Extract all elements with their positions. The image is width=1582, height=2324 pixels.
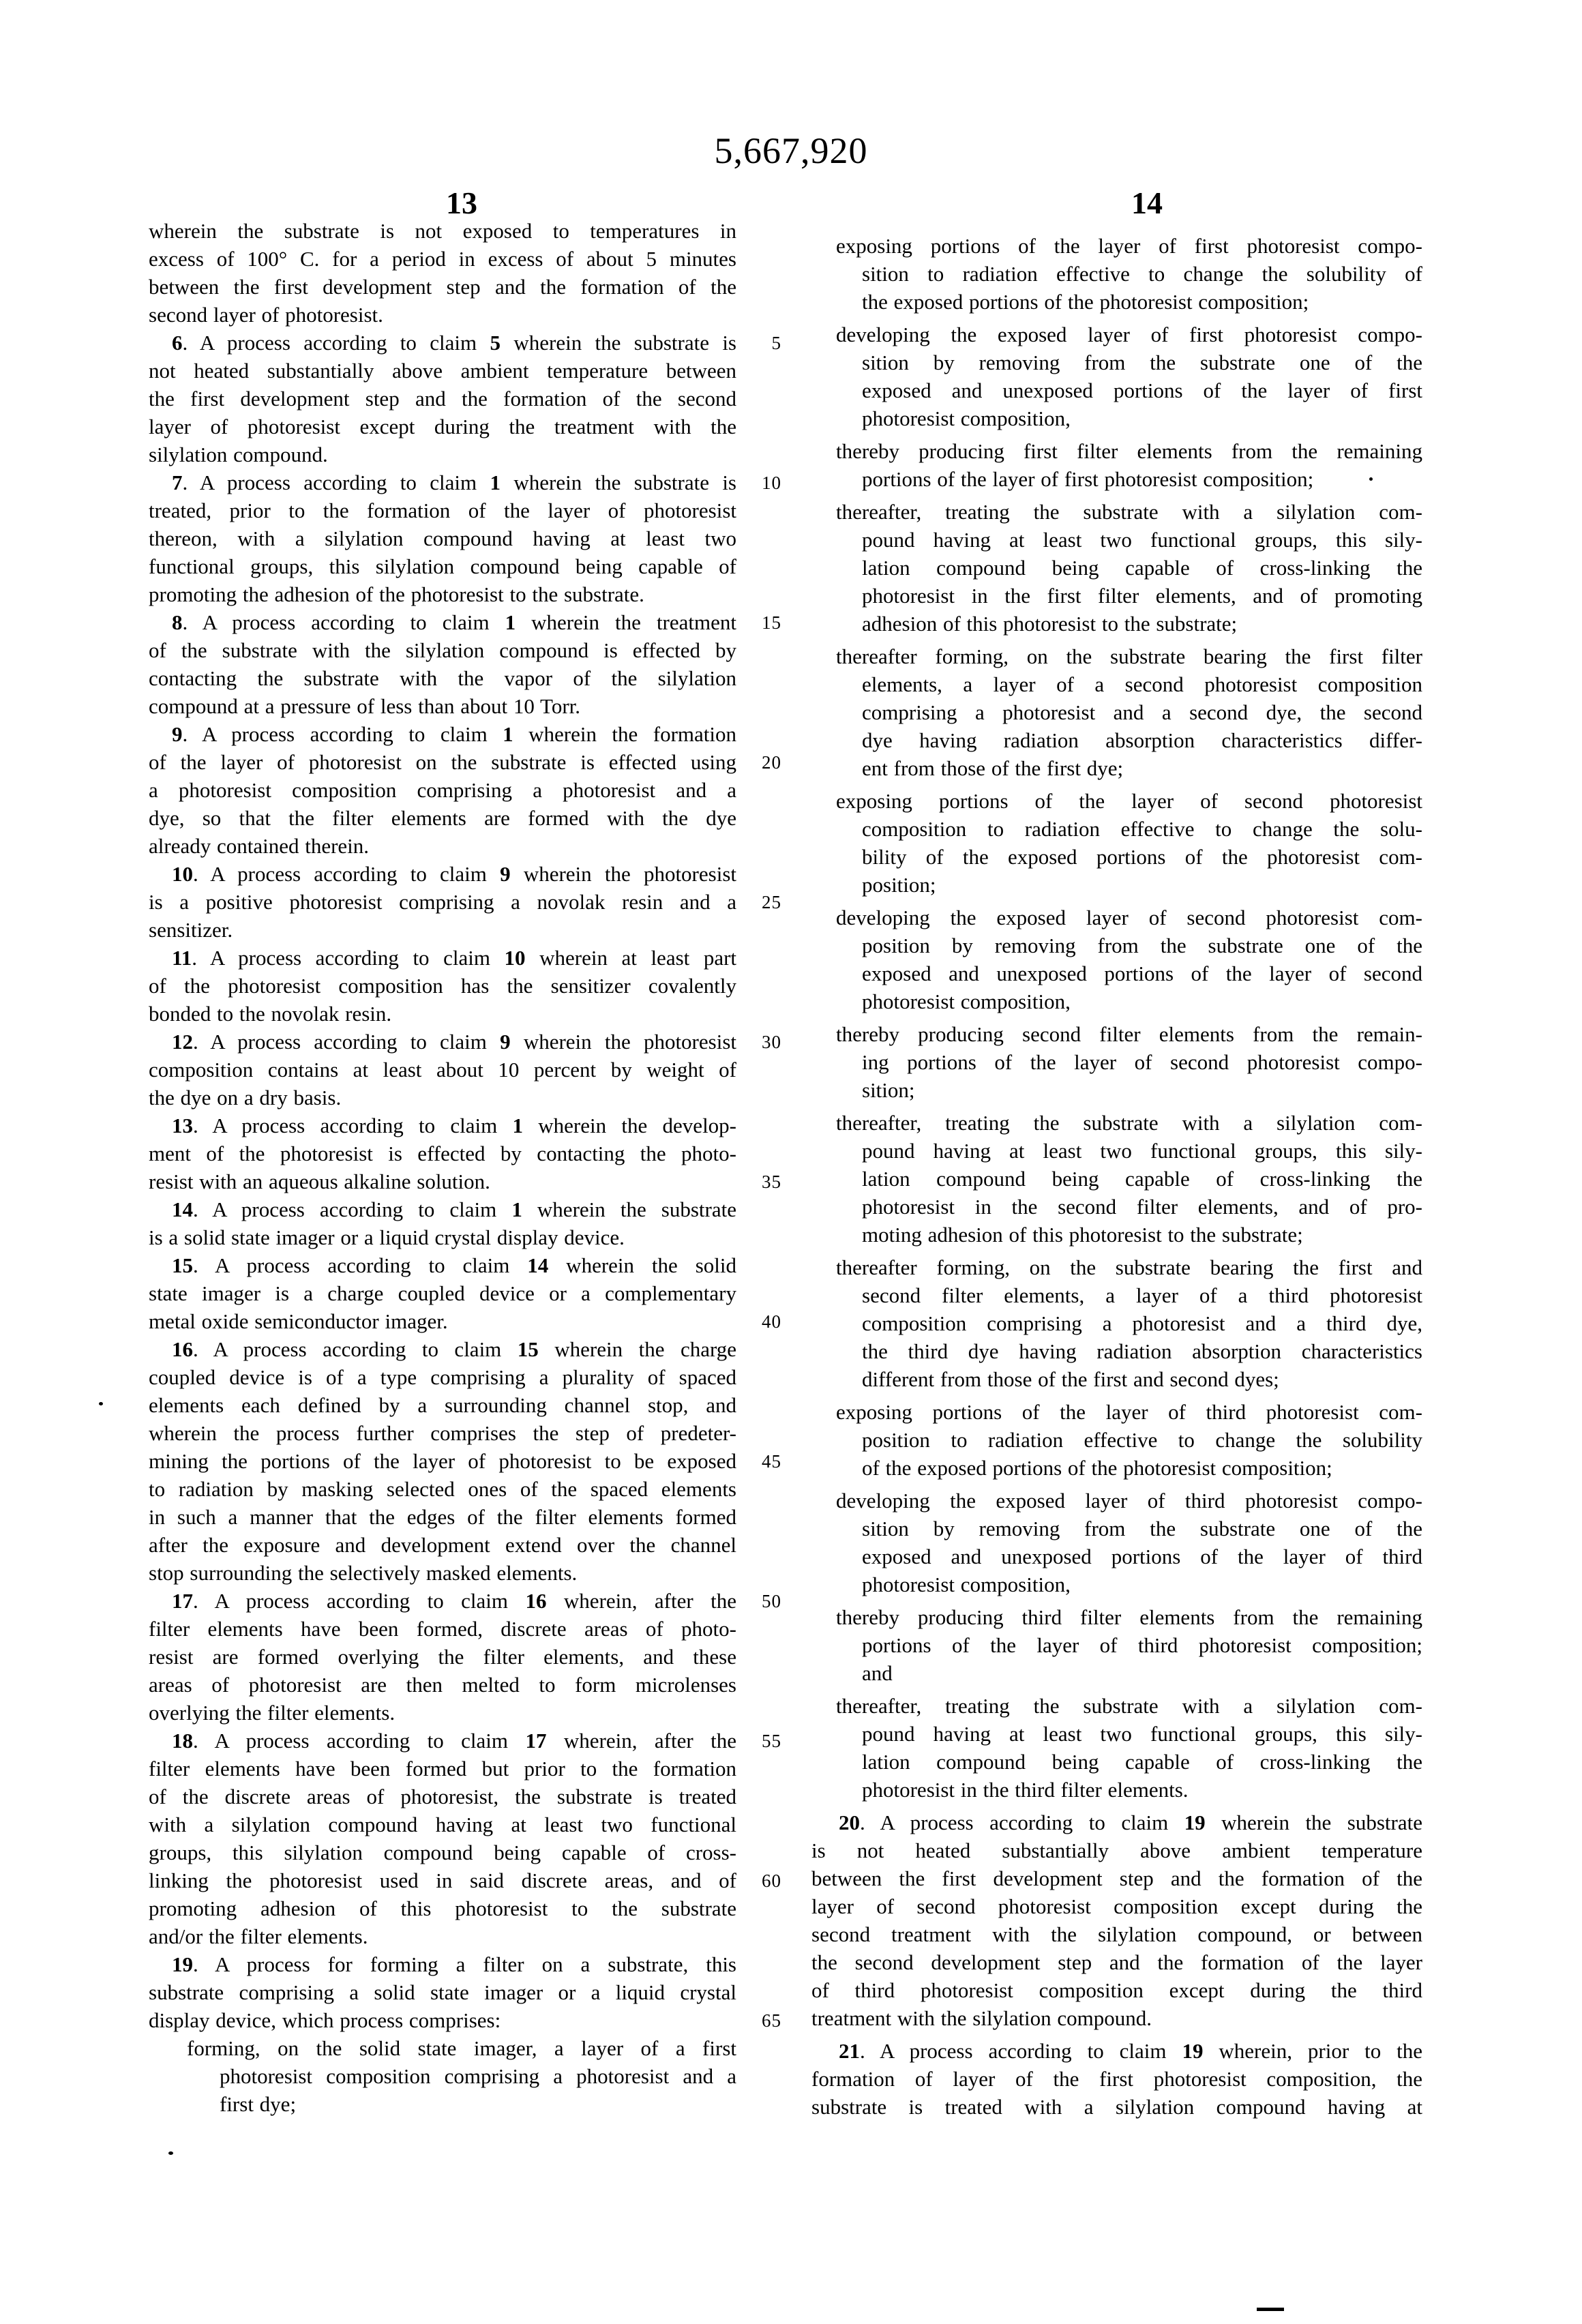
claim-clause <box>811 787 1422 899</box>
text-line: of third photoresist composition except during the third <box>811 1978 1422 2002</box>
text-line: ing portions of the layer of second photoresist compo- <box>862 1050 1422 1074</box>
text-line: photoresist in the first filter elements, and of promoting <box>862 584 1422 608</box>
claim-clause <box>811 232 1422 316</box>
text-line: metal oxide semiconductor imager. <box>149 1309 448 1333</box>
text-line: sition; <box>862 1078 915 1102</box>
text-line: elements each defined by a surrounding channel stop, and <box>149 1393 736 1417</box>
text-line: thereby producing third filter elements from the remaining <box>836 1605 1422 1629</box>
text-line: exposed and unexposed portions of the layer of second <box>862 962 1422 985</box>
text-line: linking the photoresist used in said discrete areas, and of <box>149 1868 736 1892</box>
text-line: pound having at least two functional groups, this sily- <box>862 528 1422 552</box>
column-line-number: 15 <box>762 612 781 633</box>
text-line: 6. A process according to claim 5 wherein the substrate is <box>172 331 736 355</box>
text-line: not heated substantially above ambient temperature between <box>149 359 736 383</box>
text-line: treated, prior to the formation of the layer of photoresist <box>149 498 736 522</box>
column-page-number-left: 13 <box>446 185 477 220</box>
text-line: a photoresist composition comprising a photoresist and a <box>149 778 736 802</box>
text-line: dye having radiation absorption characteristics differ- <box>862 728 1422 752</box>
text-line: thereafter forming, on the substrate bearing the first and <box>836 1255 1422 1279</box>
scan-speck <box>99 1402 103 1405</box>
column-line-number: 40 <box>762 1311 781 1332</box>
text-line: position by removing from the substrate one of the <box>862 934 1422 957</box>
text-line: is a positive photoresist comprising a novolak resin and a <box>149 890 736 914</box>
text-line: 16. A process according to claim 15 wherein the charge <box>172 1337 736 1361</box>
text-line: thereafter, treating the substrate with a silylation com- <box>836 1111 1422 1135</box>
text-line: state imager is a charge coupled device or a complementary <box>149 1281 736 1305</box>
claims-column-left <box>149 217 736 2118</box>
text-line: elements, a layer of a second photoresist composition <box>862 672 1422 696</box>
claim-clause <box>811 1398 1422 1482</box>
text-line: bonded to the novolak resin. <box>149 1002 392 1026</box>
claim-clause <box>811 1487 1422 1598</box>
text-line: second filter elements, a layer of a third photoresist <box>862 1283 1422 1307</box>
text-line: composition comprising a photoresist and a third dye, <box>862 1311 1422 1335</box>
text-line: thereafter, treating the substrate with a silylation com- <box>836 500 1422 524</box>
text-line: thereafter, treating the substrate with a silylation com- <box>836 1694 1422 1718</box>
text-line: between the first development step and the formation of the <box>811 1866 1422 1890</box>
text-line: of the layer of photoresist on the substrate is effected using <box>149 750 736 774</box>
text-line: already contained therein. <box>149 834 370 858</box>
text-line: filter elements have been formed but prior to the formation <box>149 1757 736 1781</box>
text-line: 10. A process according to claim 9 wherein the photoresist <box>172 862 736 886</box>
text-line: sensitizer. <box>149 918 233 942</box>
text-line: sition by removing from the substrate one of the <box>862 1517 1422 1540</box>
text-line: ment of the photoresist is effected by contacting the photo- <box>149 1142 736 1165</box>
text-line: different from those of the first and second dyes; <box>862 1367 1279 1391</box>
text-line: photoresist in the second filter elements, and of pro- <box>862 1195 1422 1219</box>
text-line: lation compound being capable of cross-linking the <box>862 1167 1422 1191</box>
text-line: exposing portions of the layer of second photoresist <box>836 789 1422 813</box>
column-line-number: 55 <box>762 1731 781 1751</box>
text-line: 13. A process according to claim 1 wherein the develop- <box>172 1114 736 1137</box>
text-line: second treatment with the silylation compound, or between <box>811 1922 1422 1946</box>
text-line: adhesion of this photoresist to the substrate; <box>862 612 1238 636</box>
text-line: promoting the adhesion of the photoresist to the substrate. <box>149 582 644 606</box>
text-line: position; <box>862 873 936 897</box>
text-line: 20. A process according to claim 19 wherein the substrate <box>839 1811 1422 1834</box>
text-line: wherein the substrate is not exposed to temperatures in <box>149 219 736 243</box>
text-line: mining the portions of the layer of photoresist to be exposed <box>149 1449 736 1473</box>
claim-clause <box>811 1603 1422 1687</box>
text-line: thereby producing first filter elements from the remaining <box>836 439 1422 463</box>
column-line-number: 45 <box>762 1451 781 1472</box>
text-line: pound having at least two functional groups, this sily- <box>862 1139 1422 1163</box>
text-line: portions of the layer of first photoresist composition; <box>862 467 1314 491</box>
text-line: the third dye having radiation absorption characteristics <box>862 1339 1422 1363</box>
text-line: exposing portions of the layer of first photoresist compo- <box>836 234 1422 258</box>
patent-number: 5,667,920 <box>714 130 868 171</box>
text-line: 15. A process according to claim 14 wherein the solid <box>172 1253 736 1277</box>
text-line: bility of the exposed portions of the photoresist com- <box>862 845 1422 869</box>
text-line: first dye; <box>220 2092 297 2116</box>
text-line: lation compound being capable of cross-linking the <box>862 1750 1422 1774</box>
text-line: photoresist composition, <box>862 406 1071 430</box>
text-line: moting adhesion of this photoresist to the substrate; <box>862 1223 1303 1247</box>
text-line: thereby producing second filter elements from the remain- <box>836 1022 1422 1046</box>
text-line: functional groups, this silylation compound being capable of <box>149 554 736 578</box>
text-line: portions of the layer of third photoresist composition; <box>862 1633 1422 1657</box>
text-line: compound at a pressure of less than about 10 Torr. <box>149 694 581 718</box>
text-line: to radiation by masking selected ones of the spaced elements <box>149 1477 736 1501</box>
text-line: is a solid state imager or a liquid crystal display device. <box>149 1225 625 1249</box>
claim-clause <box>811 1109 1422 1249</box>
claim-paragraph <box>811 2037 1422 2121</box>
text-line: pound having at least two functional groups, this sily- <box>862 1722 1422 1746</box>
text-line: of the discrete areas of photoresist, the substrate is treated <box>149 1785 736 1808</box>
text-line: 18. A process according to claim 17 wherein, after the <box>172 1729 736 1753</box>
text-line: forming, on the solid state imager, a layer of a first <box>187 2036 736 2060</box>
claim-clause <box>811 1253 1422 1393</box>
text-line: promoting adhesion of this photoresist to the substrate <box>149 1896 736 1920</box>
column-line-number: 60 <box>762 1871 781 1891</box>
text-line: silylation compound. <box>149 443 328 466</box>
column-page-number-right: 14 <box>1131 185 1163 220</box>
text-line: layer of second photoresist composition except during the <box>811 1894 1422 1918</box>
text-line: 9. A process according to claim 1 wherein the formation <box>172 722 736 746</box>
text-line: is not heated substantially above ambient temperature <box>811 1838 1422 1862</box>
column-line-number: 10 <box>762 473 781 493</box>
text-line: 11. A process according to claim 10 wherein at least part <box>172 946 736 970</box>
text-line: photoresist composition comprising a photoresist and a <box>220 2064 736 2088</box>
text-line: between the first development step and the formation of the <box>149 275 736 299</box>
text-line: thereafter forming, on the substrate bearing the first filter <box>836 644 1422 668</box>
text-line: dye, so that the filter elements are formed with the dye <box>149 806 736 830</box>
claim-clause <box>811 642 1422 782</box>
claim-clause <box>811 1692 1422 1804</box>
text-line: 7. A process according to claim 1 wherein the substrate is <box>172 471 736 494</box>
text-line: ent from those of the first dye; <box>862 756 1124 780</box>
text-line: of the substrate with the silylation compound is effected by <box>149 638 736 662</box>
text-line: substrate is treated with a silylation compound having at <box>811 2095 1422 2119</box>
text-line: 12. A process according to claim 9 wherein the photoresist <box>172 1030 736 1054</box>
text-line: photoresist composition, <box>862 1573 1071 1596</box>
claims-column-right <box>811 232 1422 2121</box>
text-line: 17. A process according to claim 16 wherein, after the <box>172 1589 736 1613</box>
text-line: with a silylation compound having at least two functional <box>149 1813 736 1836</box>
text-line: the first development step and the formation of the second <box>149 387 736 411</box>
text-line: overlying the filter elements. <box>149 1701 395 1725</box>
claim-clause <box>811 321 1422 432</box>
text-line: layer of photoresist except during the treatment with the <box>149 415 736 438</box>
text-line: of the photoresist composition has the sensitizer covalently <box>149 974 736 998</box>
text-line: treatment with the silylation compound. <box>811 2006 1152 2030</box>
text-line: coupled device is of a type comprising a plurality of spaced <box>149 1365 736 1389</box>
text-line: resist are formed overlying the filter elements, and these <box>149 1645 736 1669</box>
text-line: 14. A process according to claim 1 wherein the substrate <box>172 1197 736 1221</box>
text-line: developing the exposed layer of third photoresist compo- <box>836 1489 1422 1513</box>
text-line: the second development step and the formation of the layer <box>811 1950 1422 1974</box>
text-line: in such a manner that the edges of the filter elements formed <box>149 1505 736 1529</box>
text-line: thereon, with a silylation compound having at least two <box>149 526 736 550</box>
text-line: sition by removing from the substrate one of the <box>862 351 1422 374</box>
column-line-number: 35 <box>762 1172 781 1192</box>
text-line: exposed and unexposed portions of the layer of first <box>862 378 1422 402</box>
text-line: filter elements have been formed, discrete areas of photo- <box>149 1617 736 1641</box>
text-line: contacting the substrate with the vapor of the silylation <box>149 666 736 690</box>
text-line: groups, this silylation compound being capable of cross- <box>149 1841 736 1864</box>
text-line: comprising a photoresist and a second dye, the second <box>862 700 1422 724</box>
text-line: exposing portions of the layer of third photoresist com- <box>836 1400 1422 1424</box>
scan-speck <box>1369 477 1373 481</box>
text-line: composition contains at least about 10 percent by weight of <box>149 1058 736 1082</box>
text-line: excess of 100° C. for a period in excess of about 5 minutes <box>149 247 736 271</box>
text-line: position to radiation effective to change the solubility <box>862 1428 1422 1452</box>
text-line: composition to radiation effective to change the solu- <box>862 817 1422 841</box>
text-line: resist with an aqueous alkaline solution. <box>149 1170 490 1193</box>
text-line: developing the exposed layer of second photoresist com- <box>836 906 1422 929</box>
text-line: substrate comprising a solid state imager or a liquid crystal <box>149 1980 736 2004</box>
text-line: lation compound being capable of cross-linking the <box>862 556 1422 580</box>
text-line: 8. A process according to claim 1 wherein the treatment <box>172 610 736 634</box>
text-line: photoresist in the third filter elements. <box>862 1778 1189 1802</box>
text-line: 19. A process for forming a filter on a substrate, this <box>172 1952 736 1976</box>
text-line: and <box>862 1661 893 1685</box>
text-line: areas of photoresist are then melted to form microlenses <box>149 1673 736 1697</box>
text-line: and/or the filter elements. <box>149 1924 368 1948</box>
column-line-number: 50 <box>762 1591 781 1611</box>
text-line: the exposed portions of the photoresist composition; <box>862 290 1309 314</box>
claim-clause <box>811 498 1422 638</box>
claim-clause <box>811 437 1422 493</box>
text-line: of the exposed portions of the photoresist composition; <box>862 1456 1332 1480</box>
column-line-number: 65 <box>762 2010 781 2031</box>
text-line: the dye on a dry basis. <box>149 1086 342 1109</box>
column-line-number: 30 <box>762 1032 781 1052</box>
text-line: wherein the process further comprises the step of predeter- <box>149 1421 736 1445</box>
line-number-gutter <box>709 0 781 2324</box>
text-line: developing the exposed layer of first photoresist compo- <box>836 323 1422 346</box>
scan-speck <box>168 2151 173 2155</box>
text-line: stop surrounding the selectively masked elements. <box>149 1561 578 1585</box>
claim-paragraph <box>811 1808 1422 2032</box>
text-line: photoresist composition, <box>862 989 1071 1013</box>
text-line: 21. A process according to claim 19 wherein, prior to the <box>839 2039 1422 2063</box>
column-line-number: 5 <box>771 333 781 353</box>
column-line-number: 25 <box>762 892 781 912</box>
claim-clause <box>811 1020 1422 1104</box>
text-line: display device, which process comprises: <box>149 2008 501 2032</box>
text-line: sition to radiation effective to change the solubility of <box>862 262 1422 286</box>
text-line: after the exposure and development extend over the channel <box>149 1533 736 1557</box>
scan-speck <box>1257 2308 1284 2311</box>
text-line: second layer of photoresist. <box>149 303 383 327</box>
text-line: exposed and unexposed portions of the layer of third <box>862 1545 1422 1568</box>
claim-clause <box>811 904 1422 1015</box>
text-line: formation of layer of the first photoresist composition, the <box>811 2067 1422 2091</box>
column-line-number: 20 <box>762 752 781 773</box>
